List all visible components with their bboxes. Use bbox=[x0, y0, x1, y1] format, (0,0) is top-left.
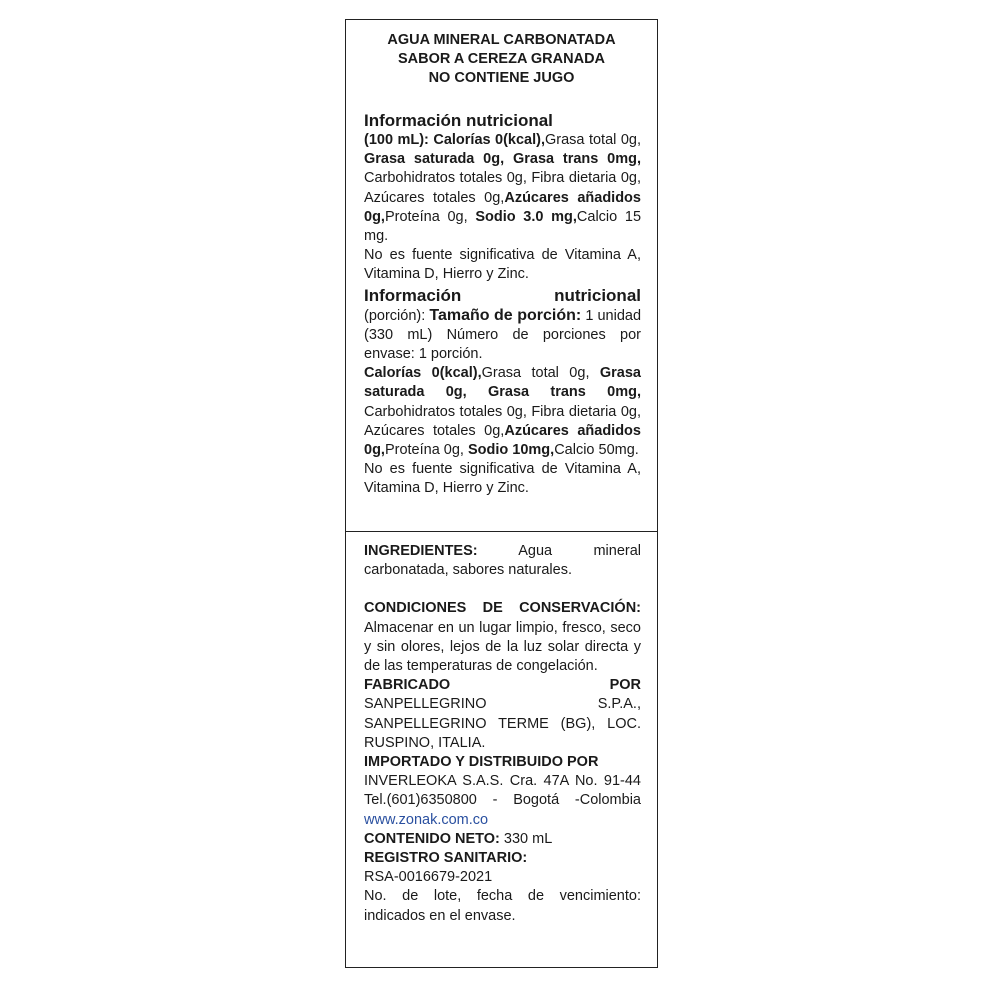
nutrition-portion-basis: (porción): bbox=[364, 307, 426, 324]
nutrition-portion-values bbox=[364, 364, 641, 460]
importer-address: INVERLEOKA S.A.S. Cra. 47A No. 91-44 Tel.(601)6350800 - Bogotá -Colombia bbox=[364, 773, 641, 809]
nutrition-100ml-carbs: Carbohidratos totales 0g, Fibra dietaria 0g, Azúcares totales 0g, bbox=[364, 170, 641, 206]
nutrition-100ml-calories: Calorías 0(kcal), bbox=[433, 132, 546, 148]
manufacturer-value: SANPELLEGRINO S.P.A., SANPELLEGRINO TERME (BG), LOC. RUSPINO, ITALIA. bbox=[364, 696, 641, 751]
nutrition-portion-calcium: Calcio 50mg. bbox=[554, 442, 639, 459]
product-name: AGUA MINERAL CARBONATADA bbox=[387, 32, 616, 48]
no-juice-line: NO CONTIENE JUGO bbox=[428, 70, 575, 86]
manufacturer-label bbox=[364, 676, 641, 695]
nutrition-portion-trans-fat: Grasa trans 0mg, bbox=[487, 384, 641, 401]
nutrition-portion-protein: Proteína 0g, bbox=[384, 442, 464, 459]
ingredients-label: INGREDIENTES: bbox=[364, 543, 478, 559]
nutrition-portion-fat: Grasa total 0g, bbox=[481, 365, 590, 382]
registry-label bbox=[364, 849, 641, 868]
nutrition-100ml-calcium: Calcio 15 mg. bbox=[364, 208, 642, 245]
nutrition-portion-calories: Calorías 0(kcal), bbox=[364, 365, 482, 382]
nutrition-portion-serving-label: Tamaño de porción: bbox=[429, 306, 582, 324]
net-content-label: CONTENIDO NETO: bbox=[364, 830, 500, 847]
product-details bbox=[364, 542, 641, 926]
nutrition-portion-title: Información nutricional bbox=[364, 285, 641, 305]
nutrition-portion-sat-fat: Grasa saturada 0g, bbox=[364, 365, 641, 401]
nutrition-info bbox=[364, 110, 641, 499]
flavor-line: SABOR A CEREZA GRANADA bbox=[397, 51, 606, 67]
nutrition-100ml-sat-fat: Grasa saturada 0g, bbox=[364, 151, 505, 168]
nutrition-100ml-note: No es fuente significativa de Vitamina A, Vitamina D, Hierro y Zinc. bbox=[364, 247, 641, 283]
net-content bbox=[364, 830, 641, 849]
nutrition-portion-serving-value: 1 unidad (330 mL) Número de porciones por envase: 1 porción. bbox=[364, 307, 642, 363]
nutrition-portion-note: No es fuente significativa de Vitamina A, Vitamina D, Hierro y Zinc. bbox=[364, 461, 641, 497]
nutrition-100ml-sodium: Sodio 3.0 mg, bbox=[475, 208, 577, 225]
manufacturer-label-text: FABRICADO POR bbox=[364, 677, 641, 694]
nutrition-100ml-added-sugars: Azúcares añadidos 0g, bbox=[364, 189, 641, 225]
label-header bbox=[346, 31, 657, 88]
importer-label bbox=[364, 753, 641, 772]
nutrition-100ml-title: Información nutricional bbox=[364, 111, 553, 130]
ingredients-value: Agua mineral carbonatada, sabores naturales. bbox=[364, 543, 642, 579]
nutrition-portion-added-sugars: Azúcares añadidos 0g, bbox=[364, 422, 641, 459]
spacer bbox=[364, 580, 641, 599]
nutrition-portion-carbs: Carbohidratos totales 0g, Fibra dietaria 0g, Azúcares totales 0g, bbox=[364, 403, 641, 439]
nutrition-portion-body bbox=[364, 306, 641, 365]
website-link[interactable]: www.zonak.com.co bbox=[364, 811, 489, 828]
importer-value bbox=[364, 772, 641, 830]
section-divider bbox=[346, 531, 657, 532]
nutrition-100ml-trans-fat: Grasa trans 0mg, bbox=[512, 151, 641, 168]
storage-label-text: CONDICIONES DE CONSERVACIÓN: bbox=[364, 600, 641, 617]
storage-label bbox=[364, 599, 641, 618]
lot-note: No. de lote, fecha de vencimiento: indicados en el envase. bbox=[364, 888, 641, 924]
ingredients bbox=[364, 542, 641, 580]
registry-value: RSA-0016679-2021 bbox=[364, 869, 493, 886]
registry-label-text: REGISTRO SANITARIO: bbox=[364, 850, 528, 867]
storage-value: Almacenar en un lugar limpio, fresco, seco y sin olores, lejos de la luz solar directa y de las temperaturas de congelación. bbox=[364, 619, 641, 675]
product-label bbox=[345, 19, 658, 968]
net-content-value: 330 mL bbox=[503, 830, 553, 847]
nutrition-100ml-basis: (100 mL): bbox=[364, 132, 429, 148]
importer-label-text: IMPORTADO Y DISTRIBUIDO POR bbox=[364, 754, 599, 771]
nutrition-100ml-protein: Proteína 0g, bbox=[384, 208, 468, 225]
nutrition-100ml-fat: Grasa total 0g, bbox=[545, 132, 641, 148]
nutrition-100ml-body bbox=[364, 131, 641, 246]
nutrition-portion-sodium: Sodio 10mg, bbox=[467, 442, 555, 459]
